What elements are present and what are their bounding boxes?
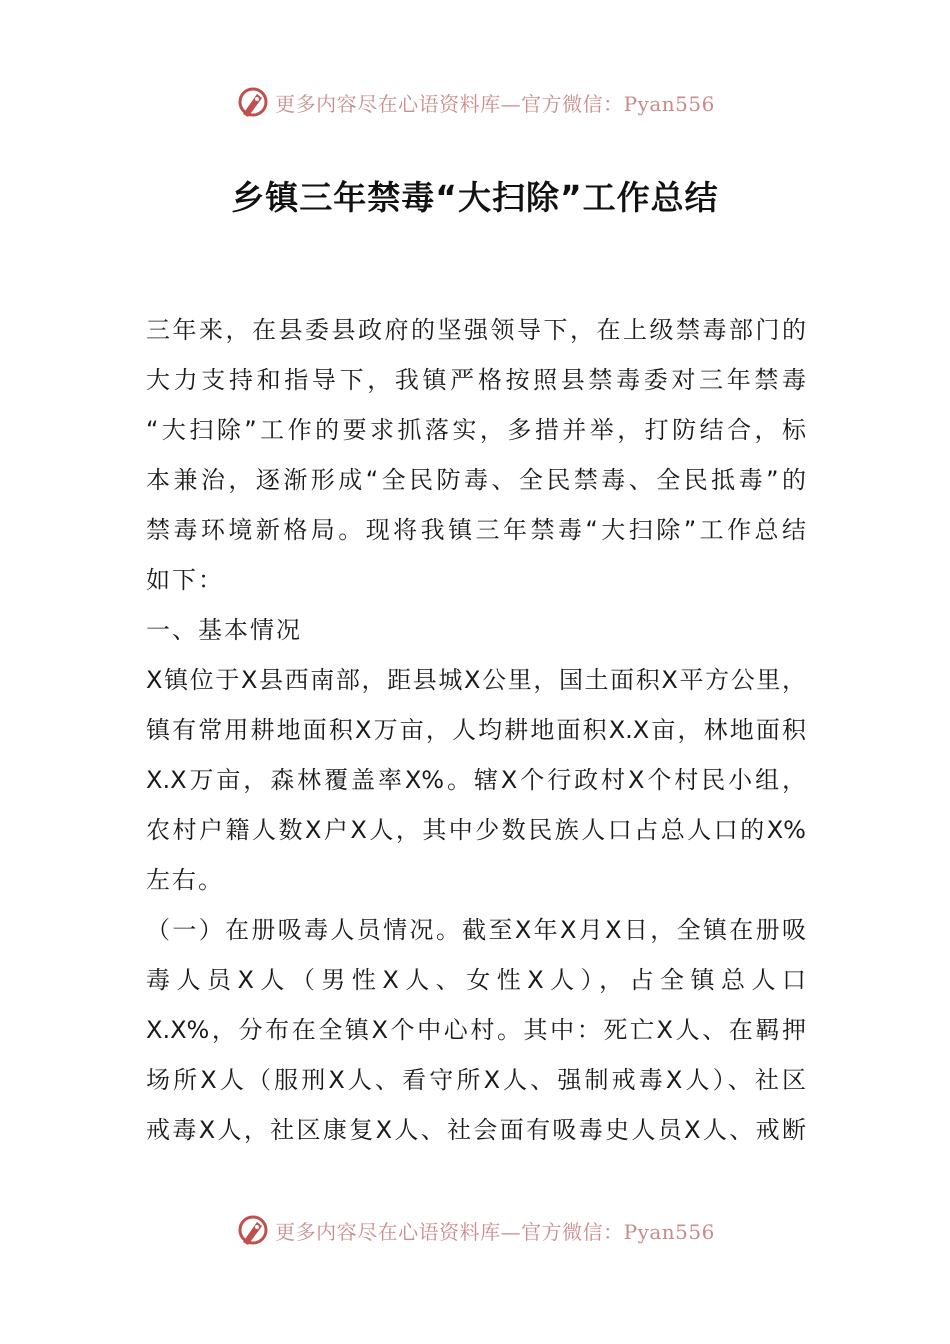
paragraph-line: X.X万亩，森林覆盖率X%。辖X个行政村X个村民小组， [146,766,806,794]
section-heading: 一、基本情况 [146,616,302,644]
paragraph-line: “大扫除”工作的要求抓落实，多措并举，打防结合，标 [146,416,806,444]
watermark-banner-bottom [0,1210,950,1250]
paragraph-line: 如下： [146,566,224,594]
pen-nib-circle-icon [235,1212,271,1248]
paragraph-line: 大力支持和指导下，我镇严格按照县禁毒委对三年禁毒 [146,366,806,394]
watermark-text: 更多内容尽在心语资料库—官方微信：Pyan556 [275,91,715,116]
paragraph-line: X.X%，分布在全镇X个中心村。其中：死亡X人、在羁押 [146,1016,806,1044]
paragraph-line: 左右。 [146,866,224,894]
paragraph-line: （一）在册吸毒人员情况。截至X年X月X日，全镇在册吸 [146,916,806,944]
watermark-text: 更多内容尽在心语资料库—官方微信：Pyan556 [275,1219,715,1244]
pen-nib-circle-icon [235,84,271,120]
paragraph-line: 禁毒环境新格局。现将我镇三年禁毒“大扫除”工作总结 [146,516,806,544]
paragraph-line: 场所X人（服刑X人、看守所X人、强制戒毒X人）、社区 [146,1066,806,1094]
paragraph-line: 三年来，在县委县政府的坚强领导下，在上级禁毒部门的 [146,316,806,344]
paragraph-line: 戒毒X人，社区康复X人、社会面有吸毒史人员X人、戒断 [146,1116,806,1144]
paragraph-line: 毒人员X人（男性X人、女性X人），占全镇总人口 [146,966,806,994]
document-body [146,305,806,1155]
paragraph-line: 农村户籍人数X户X人，其中少数民族人口占总人口的X% [146,816,806,844]
paragraph-line: 镇有常用耕地面积X万亩，人均耕地面积X.X亩，林地面积 [146,716,806,744]
document-title: 乡镇三年禁毒“大扫除”工作总结 [231,178,719,217]
paragraph-line: X镇位于X县西南部，距县城X公里，国土面积X平方公里， [146,666,806,694]
watermark-banner-top [0,82,950,122]
paragraph-line: 本兼治，逐渐形成“全民防毒、全民禁毒、全民抵毒”的 [146,466,806,494]
